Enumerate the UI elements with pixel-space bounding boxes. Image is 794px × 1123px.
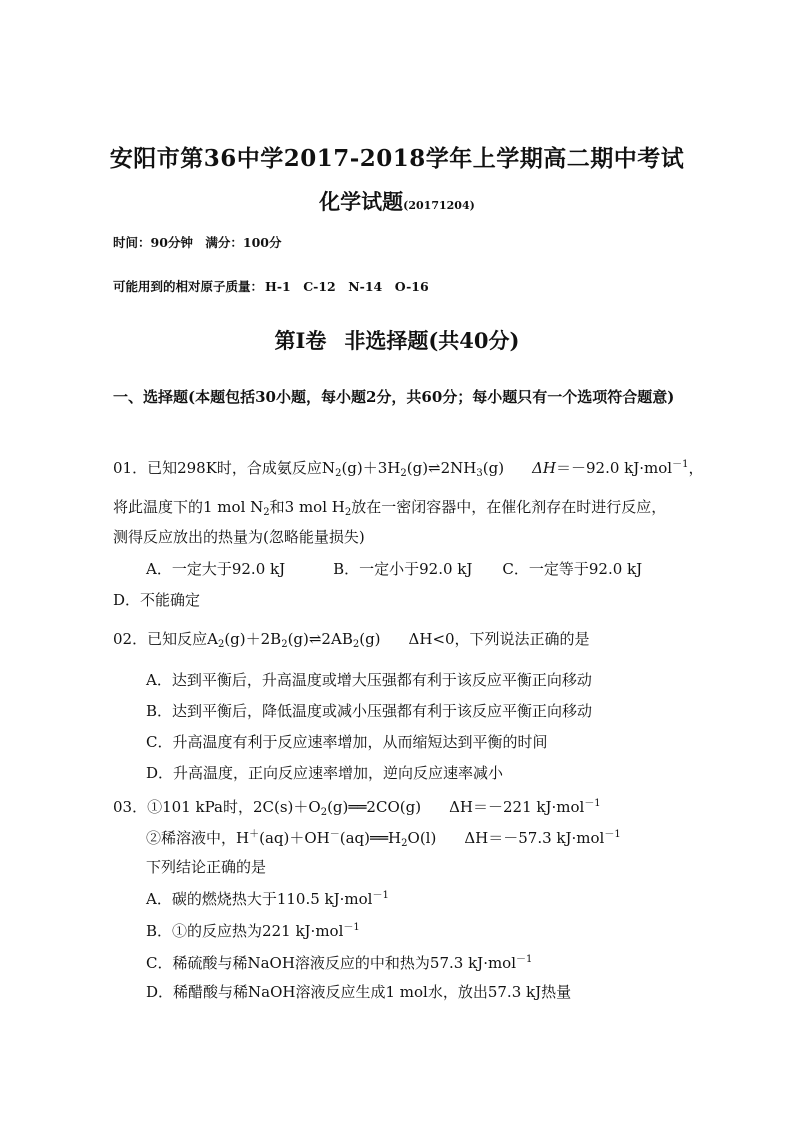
time-info: 时间：90分钟 满分：100分 xyxy=(113,235,282,250)
q2-sub-b2: 2 xyxy=(281,639,288,650)
q1-option-d: D．不能确定 xyxy=(113,591,201,609)
q1-options-row xyxy=(146,558,642,579)
q2-stem-c: (g)⇌2AB xyxy=(287,630,353,648)
q3-number: 03． xyxy=(113,798,148,816)
q3-sup-minus: － xyxy=(329,829,340,840)
q1-dh-value: ＝－92.0 kJ·mol xyxy=(555,459,673,477)
q3-line1-dh: ΔH＝－221 kJ·mol xyxy=(449,798,585,816)
q3-line2-a: 稀溶液中，H xyxy=(161,829,250,847)
q3-prompt: 下列结论正确的是 xyxy=(146,858,267,876)
q1-dh-sup: －1 xyxy=(672,459,689,470)
q3-option-a-text: A．碳的燃烧热大于110.5 kJ·mol xyxy=(146,890,373,908)
atomic-mass-info xyxy=(113,277,429,295)
q2-stem xyxy=(113,628,590,650)
q3-option-c-text: C．稀硫酸与稀NaOH溶液反应的中和热为57.3 kJ·mol xyxy=(146,954,517,972)
q1-stem-line3: 测得反应放出的热量为(忽略能量损失) xyxy=(113,528,365,546)
q2-stem-b: (g)＋2B xyxy=(224,630,282,648)
q3-line1 xyxy=(113,794,601,818)
atomic-mass-values: H-1 C-12 N-14 O-16 xyxy=(265,279,429,294)
q3-option-b-sup: －1 xyxy=(343,922,360,933)
q1-line2-c: 放在一密闭容器中，在催化剂存在时进行反应， xyxy=(351,498,667,516)
q1-line2-sub1: 2 xyxy=(263,507,270,518)
part-one-heading: 一、选择题(本题包括30小题，每小题2分，共60分；每小题只有一个选项符合题意) xyxy=(113,388,675,406)
q1-stem-a: 已知298K时，合成氨反应N xyxy=(147,459,336,477)
q1-sub-nh3: 3 xyxy=(476,468,483,479)
q2-dh: ΔH<0，下列说法正确的是 xyxy=(408,630,590,648)
exam-title: 安阳市第36中学2017-2018学年上学期高二期中考试 xyxy=(109,145,685,172)
q2-stem-a: 已知反应A xyxy=(147,630,218,648)
q3-sub-h2o: 2 xyxy=(401,838,408,849)
q3-option-c xyxy=(146,950,532,973)
subject-title: 化学试题 xyxy=(319,189,404,214)
q1-line2-b: 和3 mol H xyxy=(269,498,345,516)
q1-number: 01． xyxy=(113,459,148,477)
exam-subtitle xyxy=(0,186,794,216)
q1-option-b: B．一定小于92.0 kJ xyxy=(333,560,473,578)
q3-sup-plus: ＋ xyxy=(249,829,260,840)
q2-stem-d: (g) xyxy=(359,630,381,648)
q1-dh-label: ΔH xyxy=(532,459,556,477)
q1-stem-line2 xyxy=(113,496,666,518)
q3-line2-b: (aq)＋OH xyxy=(259,829,330,847)
section-title-part2: 非选择题(共40分) xyxy=(344,328,520,353)
q1-stem-line1 xyxy=(113,455,703,479)
q2-option-b: B．达到平衡后，降低温度或减小压强都有利于该反应平衡正向移动 xyxy=(146,702,593,720)
q1-sub-n2: 2 xyxy=(335,468,342,479)
q2-option-c: C．升高温度有利于反应速率增加，从而缩短达到平衡的时间 xyxy=(146,733,548,751)
q3-circled-2: ② xyxy=(146,829,162,847)
q3-option-b-post: 的反应热为221 kJ·mol xyxy=(187,922,344,940)
q3-option-b xyxy=(146,918,360,941)
q1-line2-sub2: 2 xyxy=(344,507,352,518)
q3-line2-dh: ΔH＝－57.3 kJ·mol xyxy=(464,829,605,847)
section-title xyxy=(0,325,794,355)
q3-line2-d: O(l) xyxy=(407,829,437,847)
q1-line2-a: 将此温度下的1 mol N xyxy=(113,498,264,516)
q3-line2 xyxy=(146,825,621,849)
q1-tail: ， xyxy=(688,459,704,477)
q3-option-a xyxy=(146,886,389,909)
q3-option-d: D．稀醋酸与稀NaOH溶液反应生成1 mol水，放出57.3 kJ热量 xyxy=(146,983,572,1001)
q2-number: 02． xyxy=(113,630,148,648)
q1-stem-c: (g)⇌2NH xyxy=(406,459,477,477)
q3-line1-b: (g)══2CO(g) xyxy=(327,798,422,816)
q2-sub-ab2: 2 xyxy=(352,639,360,650)
q3-option-b-circled: ① xyxy=(172,922,188,940)
exam-date: (20171204) xyxy=(403,199,475,212)
q2-option-d: D．升高温度，正向反应速率增加，逆向反应速率减小 xyxy=(146,764,504,782)
section-title-part1: 第I卷 xyxy=(274,328,327,353)
q1-option-c: C．一定等于92.0 kJ xyxy=(502,560,643,578)
q3-option-a-sup: －1 xyxy=(372,890,389,901)
q2-sub-a2: 2 xyxy=(217,639,225,650)
atomic-mass-label: 可能用到的相对原子质量： xyxy=(113,279,264,294)
q1-stem-b: (g)＋3H xyxy=(341,459,401,477)
q3-line1-a: 101 kPa时，2C(s)＋O xyxy=(162,798,321,816)
q3-sub-o2: 2 xyxy=(320,807,328,818)
q3-option-c-sup: －1 xyxy=(516,954,533,965)
q3-line1-sup: －1 xyxy=(584,798,601,809)
q3-line2-sup: －1 xyxy=(604,829,621,840)
q2-option-a: A．达到平衡后，升高温度或增大压强都有利于该反应平衡正向移动 xyxy=(146,671,592,689)
q3-line2-c: (aq)══H xyxy=(339,829,402,847)
q3-option-b-pre: B． xyxy=(146,922,173,940)
q1-option-a: A．一定大于92.0 kJ xyxy=(146,560,286,578)
q1-stem-d: (g) xyxy=(482,459,505,477)
q3-circled-1: ① xyxy=(147,798,163,816)
q1-sub-h2: 2 xyxy=(400,468,407,479)
